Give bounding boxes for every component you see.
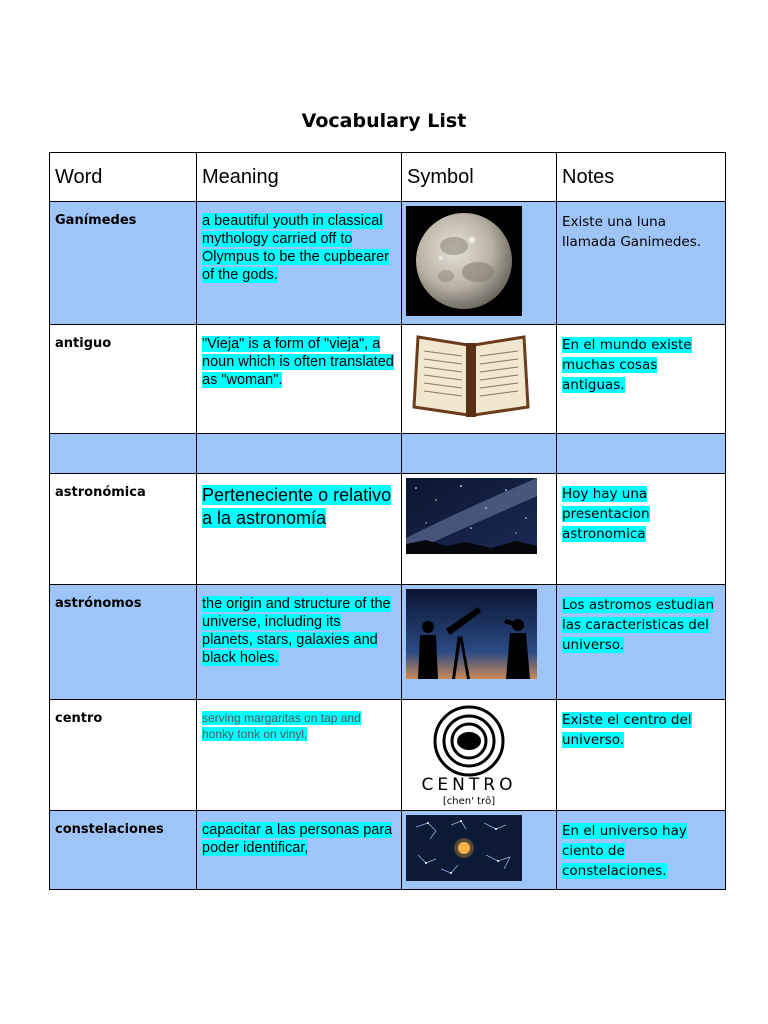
word-cell: constelaciones — [55, 822, 164, 837]
table-row — [50, 585, 726, 700]
meaning-cell: serving margaritas on tap and honky tonk on vinyl, — [202, 711, 361, 741]
milky-way-image — [406, 478, 537, 554]
table-row — [50, 474, 726, 585]
word-cell: centro — [55, 711, 103, 726]
word-cell: astrónomos — [55, 596, 142, 611]
vocabulary-table — [49, 152, 726, 890]
centro-logo-text: CENTRO — [421, 775, 517, 795]
meaning-cell: capacitar a las personas para poder identificar, — [202, 822, 393, 856]
table-row — [50, 325, 726, 434]
header-meaning: Meaning — [197, 153, 402, 202]
table-row — [50, 700, 726, 811]
notes-cell: Existe el centro del universo. — [562, 712, 692, 748]
header-symbol: Symbol — [402, 153, 557, 202]
old-book-image — [406, 329, 536, 421]
centro-pronunciation: [chen' trō] — [442, 796, 496, 807]
notes-cell: Existe una luna llamada Ganimedes. — [562, 214, 702, 250]
notes-cell: Los astromos estudian las caracteristicas del universo. — [562, 597, 715, 653]
notes-cell: En el mundo existe muchas cosas antiguas. — [562, 337, 692, 393]
constellations-image — [406, 815, 522, 881]
header-word: Word — [50, 153, 197, 202]
word-cell: astronómica — [55, 485, 146, 500]
meaning-cell: "Vieja" is a form of "vieja", a noun which is often translated as "woman". — [202, 336, 394, 388]
meaning-cell: a beautiful youth in classical mythology carried off to Olympus to be the cupbearer of the gods. — [202, 213, 389, 283]
notes-cell: En el universo hay ciento de constelaciones. — [562, 823, 687, 879]
document-title: Vocabulary List — [301, 110, 467, 132]
table-row — [50, 202, 726, 325]
table-header-row — [50, 153, 726, 202]
meaning-cell: Perteneciente o relativo a la astronomía — [202, 485, 392, 528]
table-row-empty — [50, 434, 726, 474]
centro-logo — [402, 704, 556, 808]
telescope-silhouette-image — [406, 589, 537, 679]
word-cell: antiguo — [55, 336, 112, 351]
meaning-cell: the origin and structure of the universe, including its planets, stars, galaxies and black holes. — [202, 596, 391, 666]
moon-image — [406, 206, 522, 316]
word-cell: Ganímedes — [55, 213, 137, 228]
header-notes: Notes — [557, 153, 726, 202]
notes-cell: Hoy hay una presentacion astronomica — [562, 486, 650, 542]
table-row — [50, 811, 726, 890]
